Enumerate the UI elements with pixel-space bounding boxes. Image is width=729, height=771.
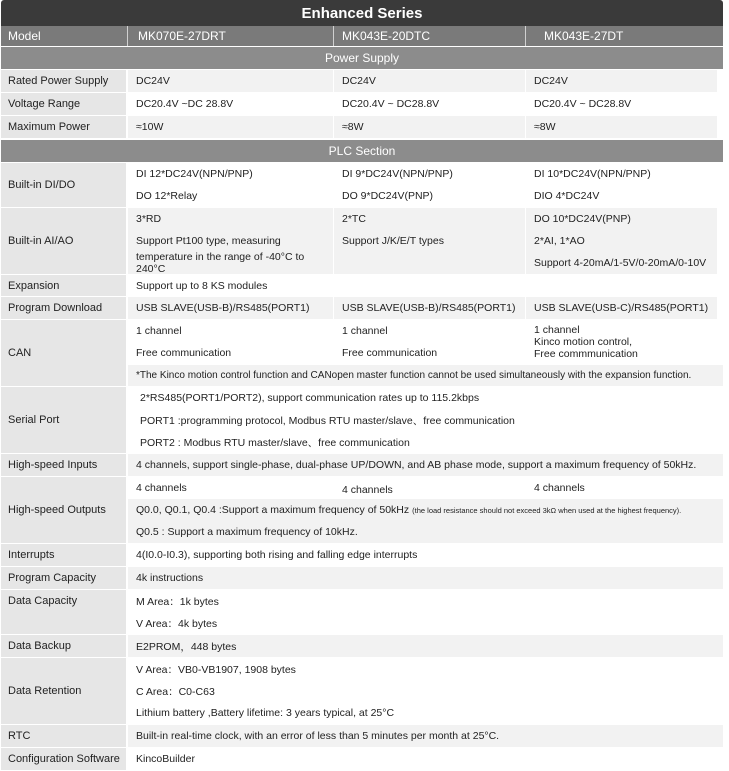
model-name: MK043E-20DTC: [334, 26, 526, 46]
spec-row: [1, 454, 723, 477]
cell-value: 4 channels: [128, 477, 334, 499]
cell-value: ≈8W: [334, 116, 526, 138]
cell-line: Free communication: [342, 347, 438, 359]
spec-row: [1, 320, 723, 387]
spec-row: [1, 116, 723, 139]
cell-value: USB SLAVE(USB-B)/RS485(PORT1): [128, 297, 334, 319]
cell-line: V Area：4k bytes: [136, 617, 218, 630]
cell-line: 1 channel: [342, 325, 388, 337]
cell-value: 4(I0.0-I0.3), supporting both rising and falling edge interrupts: [128, 544, 723, 566]
cell-value: ≈8W: [526, 116, 717, 138]
cell-value: DC20.4V ~ DC28.8V: [526, 93, 717, 115]
row-label: Serial Port: [1, 387, 128, 453]
spec-row: [1, 567, 723, 590]
cell-line: Free communication: [136, 347, 232, 359]
cell-line: DI 12*DC24V(NPN/PNP): [136, 168, 253, 180]
section-header-plc: PLC Section: [1, 139, 723, 163]
spec-row: [1, 748, 723, 770]
row-label: RTC: [1, 725, 128, 747]
cell-value: 4k instructions: [128, 567, 723, 589]
spec-row: [1, 725, 723, 748]
cell-value: 4 channels: [334, 477, 526, 499]
cell-value: DC20.4V ~ DC28.8V: [334, 93, 526, 115]
cell-value: USB SLAVE(USB-B)/RS485(PORT1): [334, 297, 526, 319]
model-name: MK070E-27DRT: [128, 26, 334, 46]
cell-value: DC24V: [128, 70, 334, 92]
cell-line: 1 channel: [136, 325, 182, 337]
cell-line: Support J/K/E/T types: [342, 235, 444, 247]
cell-line: 2*TC: [342, 213, 366, 225]
row-label: Voltage Range: [1, 93, 128, 115]
cell-line: 3*RD: [136, 213, 162, 225]
section-header-power: Power Supply: [1, 46, 723, 70]
row-label: High-speed Inputs: [1, 454, 128, 476]
row-label: Program Download: [1, 297, 128, 319]
cell-value: Built-in real-time clock, with an error of less than 5 minutes per month at 25°C.: [128, 725, 723, 747]
model-label: Model: [1, 26, 128, 46]
spec-row: [1, 93, 723, 116]
cell-line: Support Pt100 type, measuring: [136, 235, 281, 247]
row-label: Configuration Software: [1, 748, 128, 770]
cell-line: DI 9*DC24V(NPN/PNP): [342, 168, 453, 180]
spec-row: [1, 275, 723, 297]
cell-footnote: (the load resistance should not exceed 3kΩ when used at the highest frequency).: [412, 505, 682, 515]
cell-line: DI 10*DC24V(NPN/PNP): [534, 168, 651, 180]
cell-line: 1 channel: [534, 324, 580, 336]
cell-value: DC24V: [334, 70, 526, 92]
spec-row: [1, 658, 723, 725]
cell-line: Support 4-20mA/1-5V/0-20mA/0-10V: [534, 257, 707, 269]
can-note: *The Kinco motion control function and CANopen master function cannot be used simultaneously with the expansion function.: [128, 364, 723, 386]
row-label: Rated Power Supply: [1, 70, 128, 92]
cell-line: DO 12*Relay: [136, 190, 198, 202]
cell-value: 4 channels, support single-phase, dual-phase UP/DOWN, and AB phase mode, support a maximum frequency of 50kHz.: [128, 454, 723, 476]
cell-line: Free commmunication: [534, 348, 638, 360]
cell-line: C Area：C0-C63: [136, 685, 215, 698]
row-label: Data Retention: [1, 658, 128, 724]
row-label: Program Capacity: [1, 567, 128, 589]
cell-line: DO 9*DC24V(PNP): [342, 190, 434, 202]
row-label: Maximum Power: [1, 116, 128, 138]
series-title: Enhanced Series: [1, 0, 723, 26]
cell-value: DC24V: [526, 70, 717, 92]
model-header-row: [1, 26, 723, 46]
spec-row: [1, 544, 723, 567]
cell-line: DO 10*DC24V(PNP): [534, 213, 631, 225]
row-label: Built-in DI/DO: [1, 163, 128, 207]
row-label: Data Capacity: [1, 590, 128, 634]
row-label: High-speed Outputs: [1, 477, 128, 543]
spec-row: [1, 635, 723, 658]
cell-line: Kinco motion control,: [534, 336, 633, 348]
model-name: MK043E-27DT: [544, 29, 624, 43]
row-label: CAN: [1, 320, 128, 386]
cell-value: Support up to 8 KS modules: [128, 275, 723, 296]
cell-value: ≈10W: [128, 116, 334, 138]
spec-row: [1, 590, 723, 635]
cell-line: DIO 4*DC24V: [534, 190, 600, 202]
cell-line: Q0.5 : Support a maximum frequency of 10kHz.: [128, 521, 723, 543]
cell-line: Q0.0, Q0.1, Q0.4 :Support a maximum frequency of 50kHz: [136, 504, 410, 516]
cell-line: 2*AI, 1*AO: [534, 235, 585, 247]
cell-value: 4 channels: [526, 477, 717, 499]
row-label: Built-in AI/AO: [1, 208, 128, 274]
spec-row: [1, 208, 723, 275]
spec-row: [1, 163, 723, 208]
spec-row: [1, 70, 723, 93]
cell-value: E2PROM，448 bytes: [128, 635, 723, 657]
cell-line: V Area：VB0-VB1907, 1908 bytes: [136, 663, 296, 676]
cell-line: Lithium battery ,Battery lifetime: 3 years typical, at 25°C: [136, 707, 395, 719]
cell-line: PORT2 : Modbus RTU master/slave、free communication: [140, 436, 410, 449]
cell-line: 2*RS485(PORT1/PORT2), support communication rates up to 115.2kbps: [140, 392, 480, 404]
cell-line: PORT1 :programming protocol, Modbus RTU master/slave、free communication: [140, 414, 515, 427]
cell-value: KincoBuilder: [128, 748, 723, 770]
cell-line: M Area：1k bytes: [136, 595, 219, 608]
spec-row: [1, 297, 723, 320]
row-label: Interrupts: [1, 544, 128, 566]
row-label: Expansion: [1, 275, 128, 296]
cell-line: temperature in the range of -40°C to 240°C: [136, 251, 305, 275]
cell-value: DC20.4V ~DC 28.8V: [128, 93, 334, 115]
spec-row: [1, 387, 723, 454]
spec-sheet: [1, 0, 723, 770]
cell-value: USB SLAVE(USB-C)/RS485(PORT1): [526, 297, 717, 319]
spec-row: [1, 477, 723, 544]
row-label: Data Backup: [1, 635, 128, 657]
